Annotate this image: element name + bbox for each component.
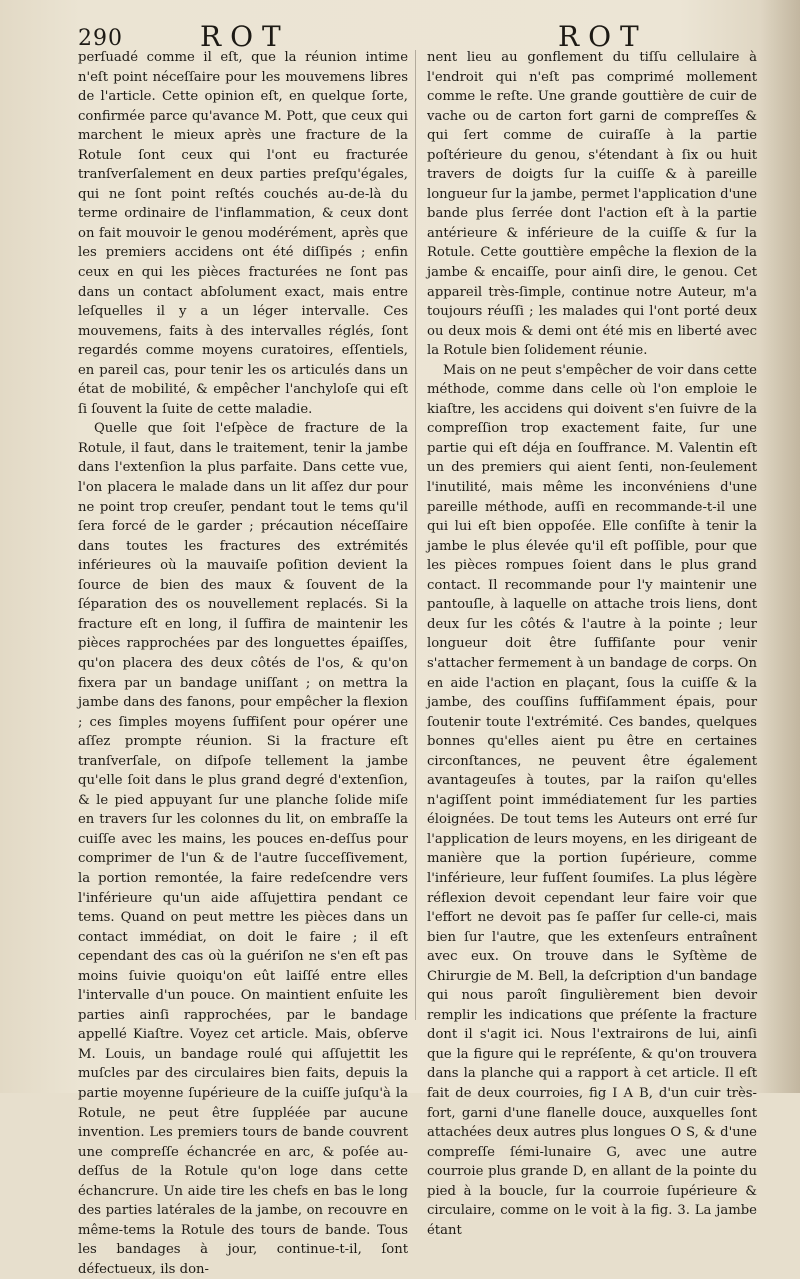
page-edge-shadow <box>760 0 800 1093</box>
paragraph: Quelle que ſoit l'eſpèce de fracture de la Rotule, il faut, dans le traitement, tenir la jambe dans l'extenſion la plus parfaite. Dans cette vue, l'on placera le malade dans un lit aſſez dur pour ne point trop creuſer, pendant tout le tems qu'il ſera forcé de le garder ; précaution néceſſaire dans toutes les fractures des extrémités inférieures où la mauvaiſe poſition devient la ſource de bien des maux & ſouvent de la ſéparation des os nouvellement replacés. Si la fracture eſt en long, il ſuffira de maintenir les pièces rapprochées par des longuettes épaiſſes, qu'on placera des deux côtés de l'os, & qu'on fixera par un bandage uniſſant ; on mettra la jambe dans des fanons, pour empêcher la flexion ; ces ſimples moyens ſuffiſent pour opérer une aſſez prompte réunion. Si la fracture eſt tranſverſale, on diſpoſe tellement la jambe qu'elle ſoit dans le plus grand degré d'extenſion, & le pied appuyant ſur une planche ſolide miſe en travers ſur les colonnes du lit, on embraſſe la cuiſſe avec les mains, les pouces en-deſſus pour comprimer de l'un & de l'autre ſucceſſivement, la portion remontée, la faire redeſcendre vers l'inférieure qu'un aide aſſujettira pendant ce tems. Quand on peut mettre les pièces dans un contact immédiat, on doit le faire ; il eſt cependant des cas où la guériſon ne s'en eſt pas moins ſuivie quoiqu'on eût laiſſé entre elles l'intervalle d'un pouce. On maintient enſuite les parties ainſi rapprochées, par le bandage appellé Kiaſtre. Voyez cet article. Mais, obſerve M. Louis, un bandage roulé qui aſſujettit les muſcles par des circulaires bien faits, depuis la partie moyenne ſupérieure de la cuiſſe juſqu'à la Rotule, ne peut être ſuppléée par aucune invention. Les premiers tours de bande couvrent une compreſſe échancrée en arc, & poſée au-deſſus de la Rotule qu'on loge dans cette échancrure. Un aide tire les chefs en bas le long des parties latérales de la jambe, on recouvre en même-tems la Rotule des tours de bande. Tous les bandages à jour, continue-t-il, ſont défectueux, ils don- <box>78 421 408 1277</box>
paragraph: nent lieu au gonflement du tiſſu cellulaire à l'endroit qui n'eſt pas comprimé mollement comme le reſte. Une grande gouttière de cuir de vache ou de carton fort garni de compreſſes & qui ſert comme de cuiraſſe à la partie poſtérieure du genou, s'étendant à ſix ou huit travers de doigts ſur la cuiſſe & à pareille longueur ſur la jambe, permet l'application d'une bande plus ſerrée dont l'action eſt à la partie antérieure & inférieure de la cuiſſe & ſur la Rotule. Cette gouttière empêche la flexion de la jambe & encaiſſe, pour ainſi dire, le genou. Cet appareil très-ſimple, continue notre Auteur, m'a toujours réuſſi ; les malades qui l'ont porté deux ou deux mois & demi ont été mis en liberté avec la Rotule bien ſolidement réunie. <box>427 50 757 359</box>
page-number: 290 <box>78 26 123 51</box>
paragraph: perſuadé comme il eſt, que la réunion intime n'eſt point néceſſaire pour les mouvemens libres de l'article. Cette opinion eſt, en quelque ſorte, confirmée parce qu'avance M. Pott, que ceux qui marchent le mieux après une fracture de la Rotule ſont ceux qui l'ont eu fracturée tranſverſalement en deux parties preſqu'égales, qui ne ſont point reſtés couchés au-de-là du terme ordinaire de l'inflammation, & ceux dont on fait mouvoir le genou modérément, après que les premiers accidens ont été diſſipés ; enfin ceux en qui les pièces fracturées ne ſont pas dans un contact abſolument exact, mais entre leſquelles il y a un léger intervalle. Ces mouvemens, faits à des intervalles réglés, ſont regardés comme moyens curatoires, eſſentiels, en pareil cas, pour tenir les os articulés dans un état de mobilité, & empêcher l'anchyloſe qui eſt ſi ſouvent la ſuite de cette maladie. <box>78 50 408 417</box>
running-head-right: ROT <box>558 20 648 53</box>
right-column <box>427 48 757 1238</box>
left-column <box>78 48 408 1277</box>
column-divider <box>415 50 416 1020</box>
running-head-left: ROT <box>200 20 290 53</box>
paragraph: Mais on ne peut s'empêcher de voir dans cette méthode, comme dans celle où l'on emploie le kiaſtre, les accidens qui doivent s'en ſuivre de la compreſſion trop exactement faite, ſur une partie qui eſt déja en ſouffrance. M. Valentin eſt un des premiers qui aient ſenti, non-ſeulement l'inutilité, mais même les inconvéniens d'une pareille méthode, auſſi en recommande-t-il une qui lui eſt bien oppoſée. Elle conſiſte à tenir la jambe le plus élevée qu'il eſt poſſible, pour que les pièces rompues ſoient dans le plus grand contact. Il recommande pour l'y maintenir une pantouſle, à laquelle on attache trois liens, dont deux ſur les côtés & l'autre à la pointe ; leur longueur doit être ſuffiſante pour venir s'attacher fermement à un bandage de corps. On en aide l'action en plaçant, ſous la cuiſſe & la jambe, des couſſins ſuffiſamment épais, pour ſoutenir toute l'extrémité. Ces bandes, quelques bonnes qu'elles aient pu être en certaines circonſtances, ne peuvent être également avantageuſes à toutes, par la raiſon qu'elles n'agiſſent point immédiatement ſur les parties éloignées. De tout tems les Auteurs ont erré ſur l'application de leurs moyens, en les dirigeant de manière que la portion ſupérieure, comme l'inférieure, leur fuſſent ſoumiſes. La plus légère réflexion devoit cependant leur faire voir que l'effort ne devoit pas ſe paſſer ſur celle-ci, mais bien ſur l'autre, que les extenſeurs entraînent avec eux. On trouve dans le Syſtème de Chirurgie de M. Bell, la deſcription d'un bandage qui nous paroît ſingulièrement bien devoir remplir les indications que préſente la fracture dont il s'agit ici. Nous l'extrairons de lui, ainſi que la figure qui le repréſente, & qu'on trouvera dans la planche qui a rapport à cet article. Il eſt fait de deux courroies, fig I A B, d'un cuir très-fort, garni d'une flanelle douce, auxquelles ſont attachées deux autres plus longues O S, & d'une compreſſe ſémi-lunaire G, avec une autre courroie plus grande D, en allant de la pointe du pied à la boucle, ſur la courroie ſupérieure & circulaire, comme on le voit à la fig. 3. La jambe étant <box>427 362 757 1238</box>
